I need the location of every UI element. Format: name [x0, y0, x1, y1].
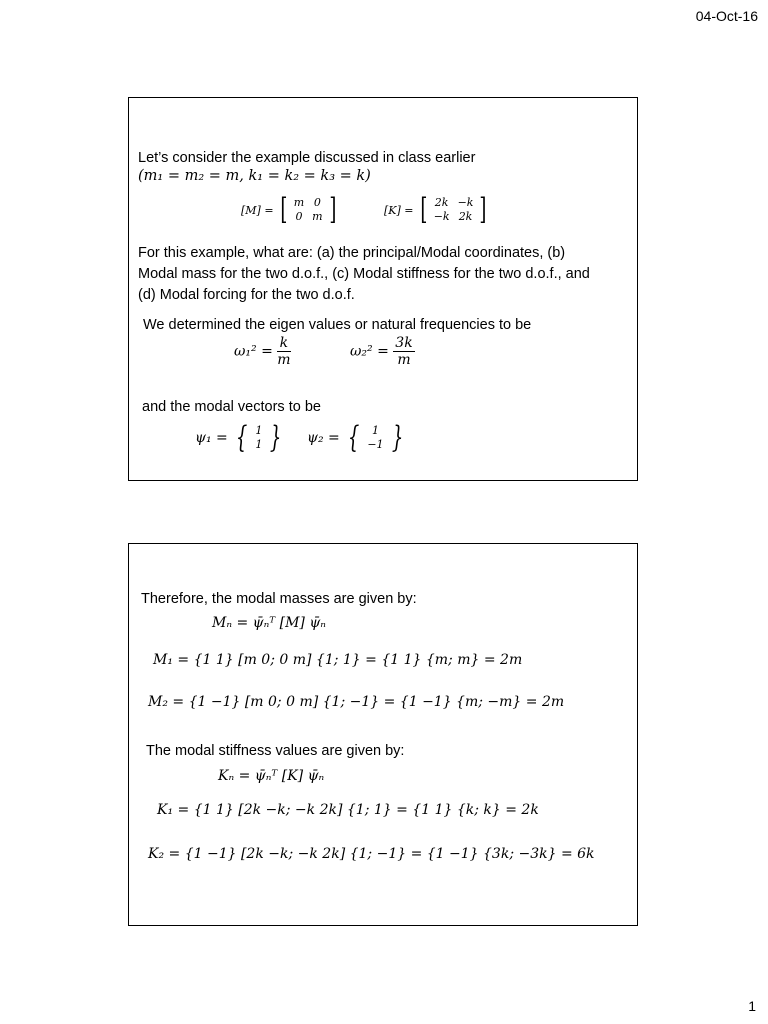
- K2-equation: K₂ = {1 −1} [2k −k; −k 2k] {1; −1} = {1 −1} {3k; −3k} = 6k: [148, 846, 595, 862]
- M2-equation: M₂ = {1 −1} [m 0; 0 m] {1; −1} = {1 −1} {m; −m} = 2m: [148, 694, 565, 710]
- psi1-vector: ψ₁ = { 1 1 }: [195, 420, 282, 455]
- eigen-intro: We determined the eigen values or natural frequencies to be: [143, 317, 532, 333]
- stiffness-matrix-values: 2k −k −k 2k: [433, 196, 474, 223]
- stiffness-matrix: [K] = [ 2k −k −k 2k ]: [384, 192, 487, 227]
- slide-2: [128, 543, 638, 926]
- modal-mass-intro: Therefore, the modal masses are given by:: [141, 591, 417, 607]
- omega1-equation: ω₁² = $\frac{k}{m}$: [234, 335, 291, 368]
- question-line-2: Modal mass for the two d.o.f., (c) Modal stiffness for the two d.o.f., and: [138, 266, 590, 282]
- slide-1: [128, 97, 638, 481]
- question-line-1: For this example, what are: (a) the principal/Modal coordinates, (b): [138, 245, 566, 261]
- M1-equation: M₁ = {1 1} [m 0; 0 m] {1; 1} = {1 1} {m; m} = 2m: [153, 652, 523, 668]
- mass-matrix: [M] = [ m 0 0 m ]: [241, 192, 336, 227]
- slide-date: 04-Oct-16: [695, 8, 758, 24]
- intro-line: Let’s consider the example discussed in class earlier: [138, 150, 476, 166]
- page-number: 1: [748, 998, 756, 1014]
- modal-mass-formula: Mₙ = ψ̄ₙᵀ [M] ψ̄ₙ: [212, 615, 326, 631]
- psi2-vector: ψ₂ = { 1 −1 }: [307, 420, 403, 455]
- modal-stiffness-formula: Kₙ = ψ̄ₙᵀ [K] ψ̄ₙ: [218, 768, 325, 784]
- question-line-3: (d) Modal forcing for the two d.o.f.: [138, 287, 355, 303]
- modal-intro: and the modal vectors to be: [142, 399, 321, 415]
- assumptions-line: (m₁ = m₂ = m, k₁ = k₂ = k₃ = k): [138, 168, 371, 184]
- omega2-equation: ω₂² = $\frac{3k}{m}$: [350, 335, 413, 368]
- K1-equation: K₁ = {1 1} [2k −k; −k 2k] {1; 1} = {1 1} {k; k} = 2k: [157, 802, 539, 818]
- mass-matrix-values: m 0 0 m: [293, 196, 323, 223]
- modal-stiffness-intro: The modal stiffness values are given by:: [146, 743, 405, 759]
